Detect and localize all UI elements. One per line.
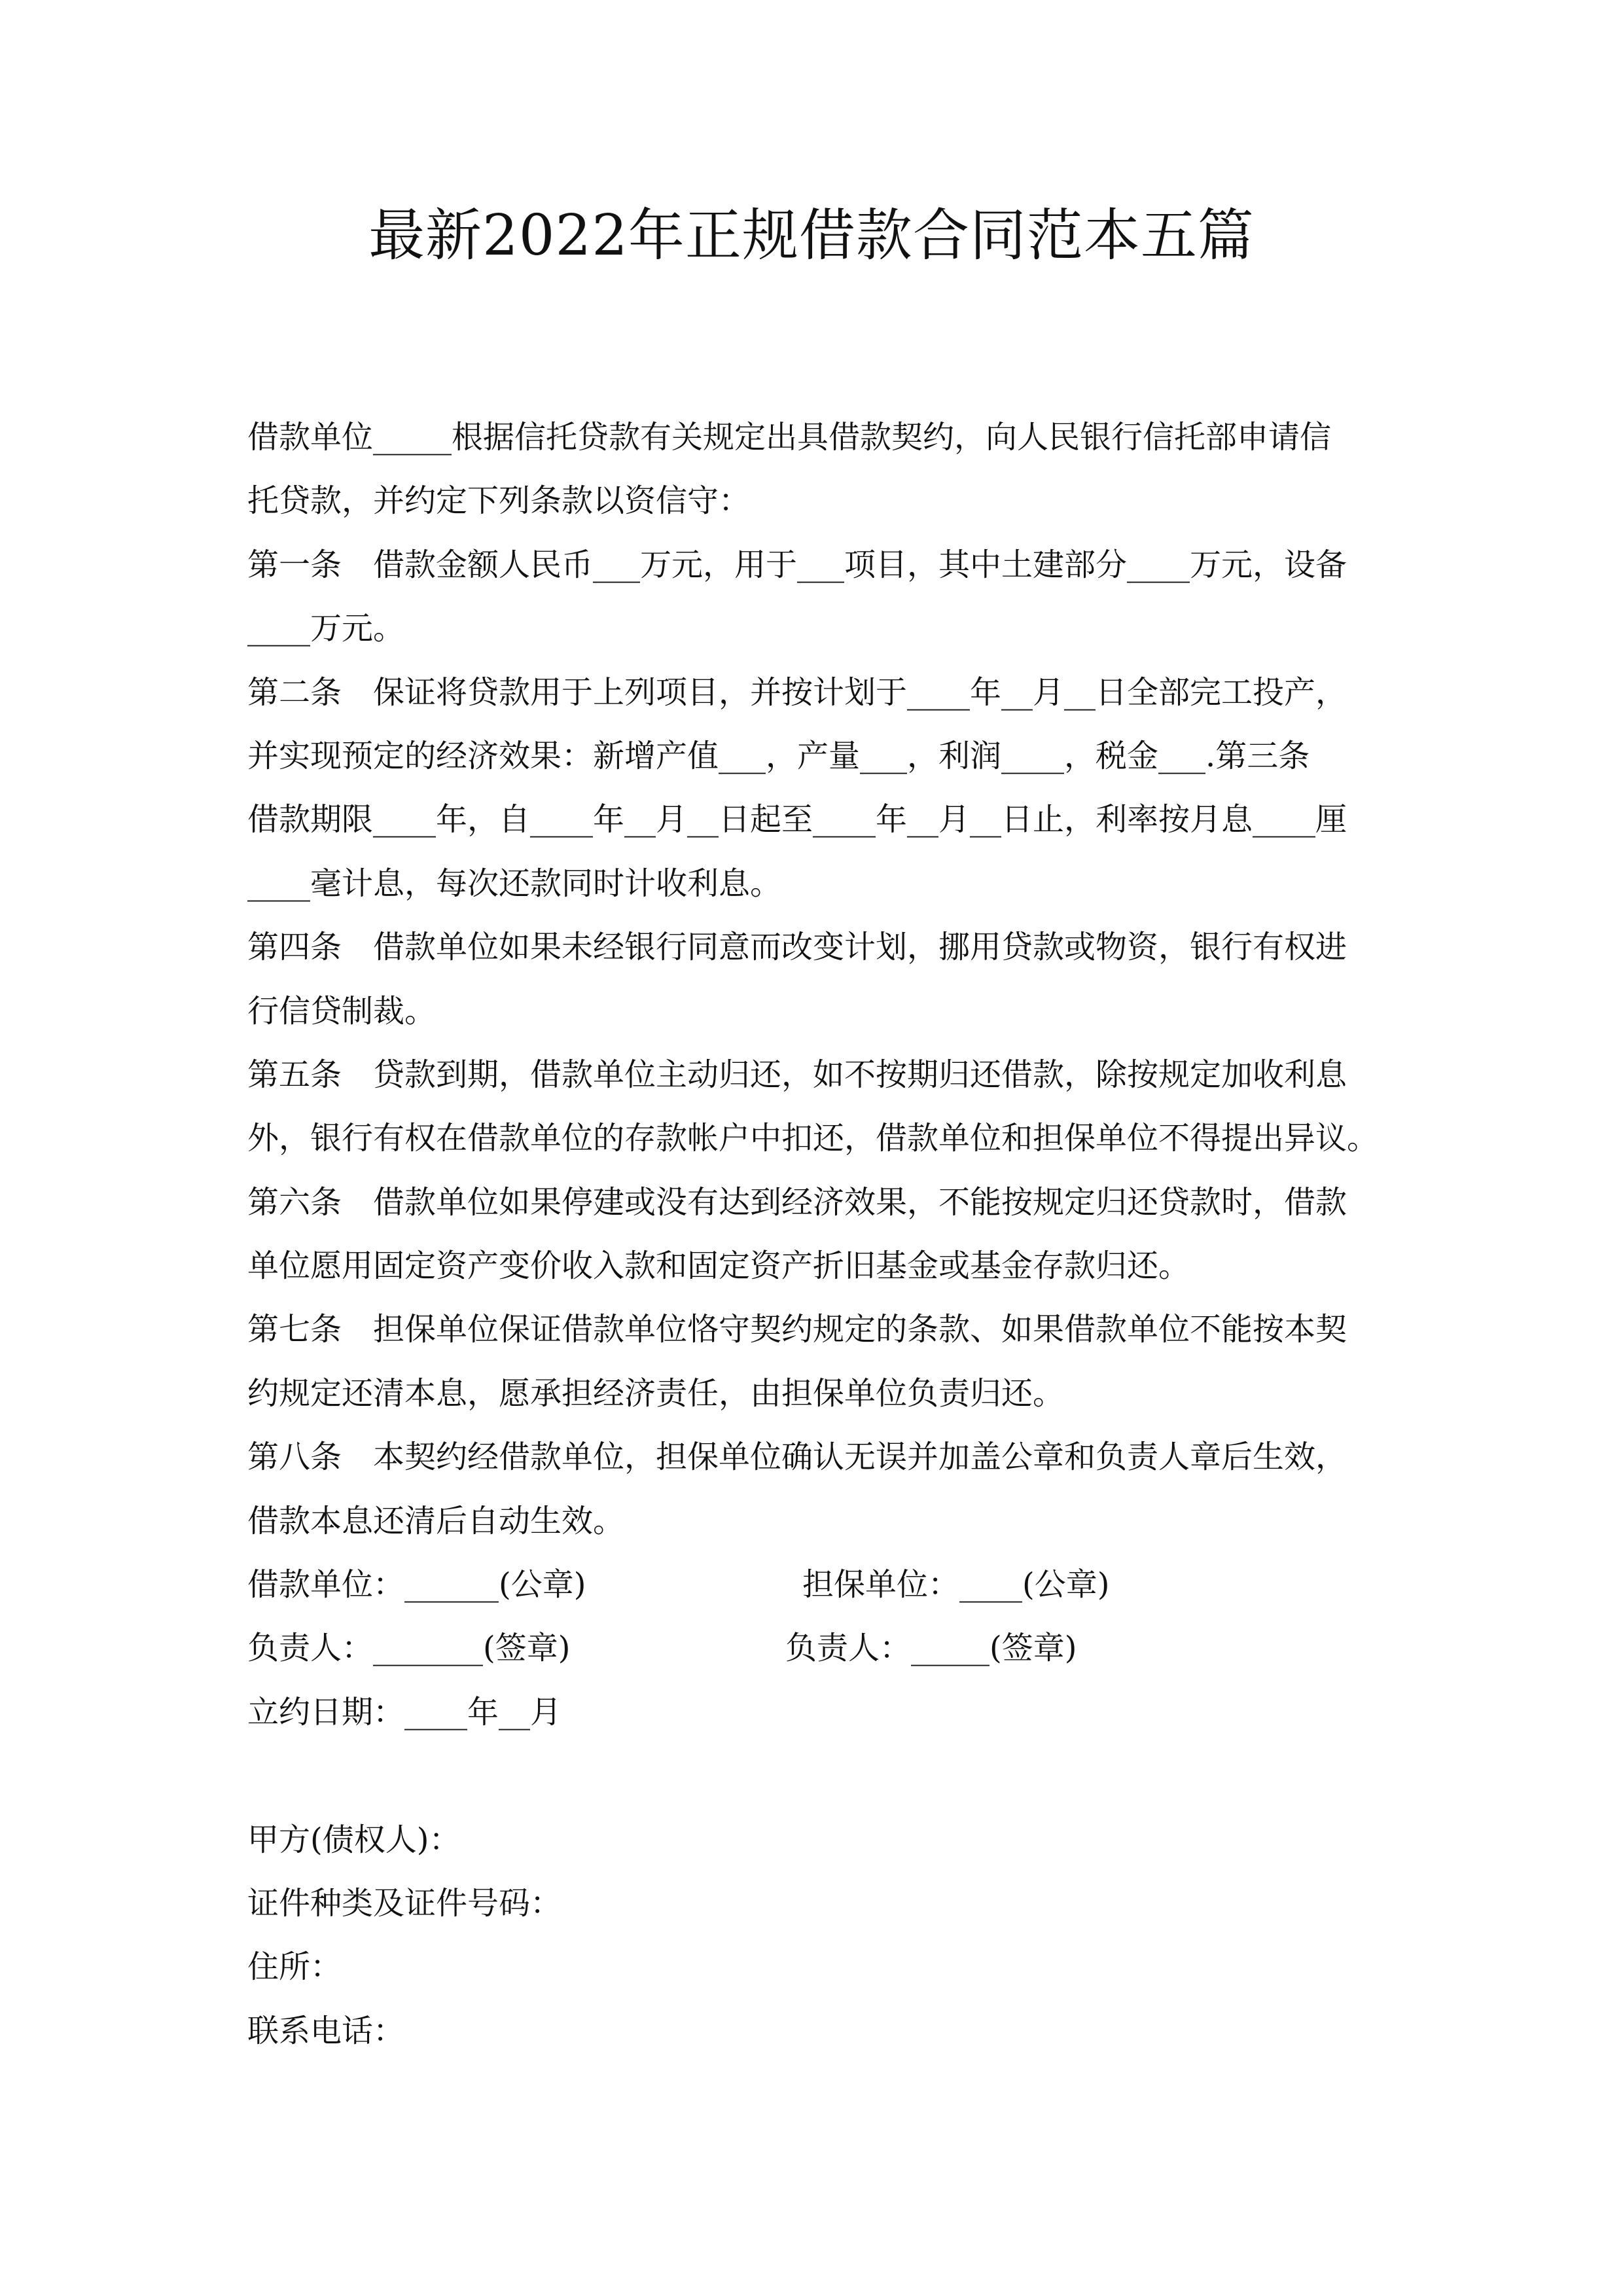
clause-3-line: 借款期限____年，自____年__月__日起至____年__月__日止，利率按月息____厘 [247, 801, 1347, 838]
id-type-label: 证件种类及证件号码： [247, 1884, 562, 1922]
clause-1-line: ____万元。 [247, 610, 405, 647]
paragraph-line: 托贷款，并约定下列条款以资信守： [247, 482, 751, 520]
clause-3-line: ____毫计息，每次还款同时计收利息。 [247, 865, 782, 902]
spacer [247, 1744, 1386, 1808]
contract-body [247, 406, 1386, 2063]
borrower-unit-signature: 借款单位：______(公章) [247, 1566, 586, 1604]
contract-date: 立约日期：____年__月 [247, 1693, 562, 1731]
clause-4-line: 行信贷制裁。 [247, 992, 437, 1030]
clause-7-line: 第七条 担保单位保证借款单位恪守契约规定的条款、如果借款单位不能按本契 [247, 1311, 1347, 1348]
signature-row-units [247, 1553, 1386, 1617]
creditor-label: 甲方(债权人)： [247, 1821, 461, 1858]
document-title: 最新2022年正规借款合同范本五篇 [368, 203, 1255, 268]
clause-5-line: 第五条 贷款到期，借款单位主动归还，如不按期归还借款，除按规定加收利息 [247, 1056, 1347, 1093]
clause-2-line: 并实现预定的经济效果：新增产值___，产量___，利润____，税金___.第三条 [247, 737, 1310, 774]
clause-7-line: 约规定还清本息，愿承担经济责任，由担保单位负责归还。 [247, 1374, 1065, 1412]
address-label: 住所： [247, 1948, 342, 1986]
clause-8-line: 第八条 本契约经借款单位，担保单位确认无误并加盖公章和负责人章后生效， [247, 1439, 1347, 1476]
clause-8-line: 借款本息还清后自动生效。 [247, 1502, 625, 1539]
guarantor-person-signature: 负责人：_____(签章) [785, 1630, 1077, 1667]
phone-label: 联系电话： [247, 2012, 405, 2049]
clause-4-line: 第四条 借款单位如果未经银行同意而改变计划，挪用贷款或物资，银行有权进 [247, 929, 1347, 966]
clause-6-line: 第六条 借款单位如果停建或没有达到经济效果，不能按规定归还贷款时，借款 [247, 1183, 1347, 1221]
clause-6-line: 单位愿用固定资产变价收入款和固定资产折旧基金或基金存款归还。 [247, 1247, 1190, 1285]
clause-1-line: 第一条 借款金额人民币___万元，用于___项目，其中土建部分____万元，设备 [247, 546, 1347, 583]
borrower-person-signature: 负责人：_______(签章) [247, 1630, 571, 1667]
guarantor-unit-signature: 担保单位：____(公章) [802, 1566, 1110, 1604]
clause-5-line: 外，银行有权在借款单位的存款帐户中扣还，借款单位和担保单位不得提出异议。 [247, 1120, 1379, 1157]
signature-row-persons [247, 1617, 1386, 1680]
paragraph-line: 借款单位_____根据信托贷款有关规定出具借款契约，向人民银行信托部申请信 [247, 419, 1332, 456]
clause-2-line: 第二条 保证将贷款用于上列项目，并按计划于____年__月__日全部完工投产， [247, 673, 1347, 711]
